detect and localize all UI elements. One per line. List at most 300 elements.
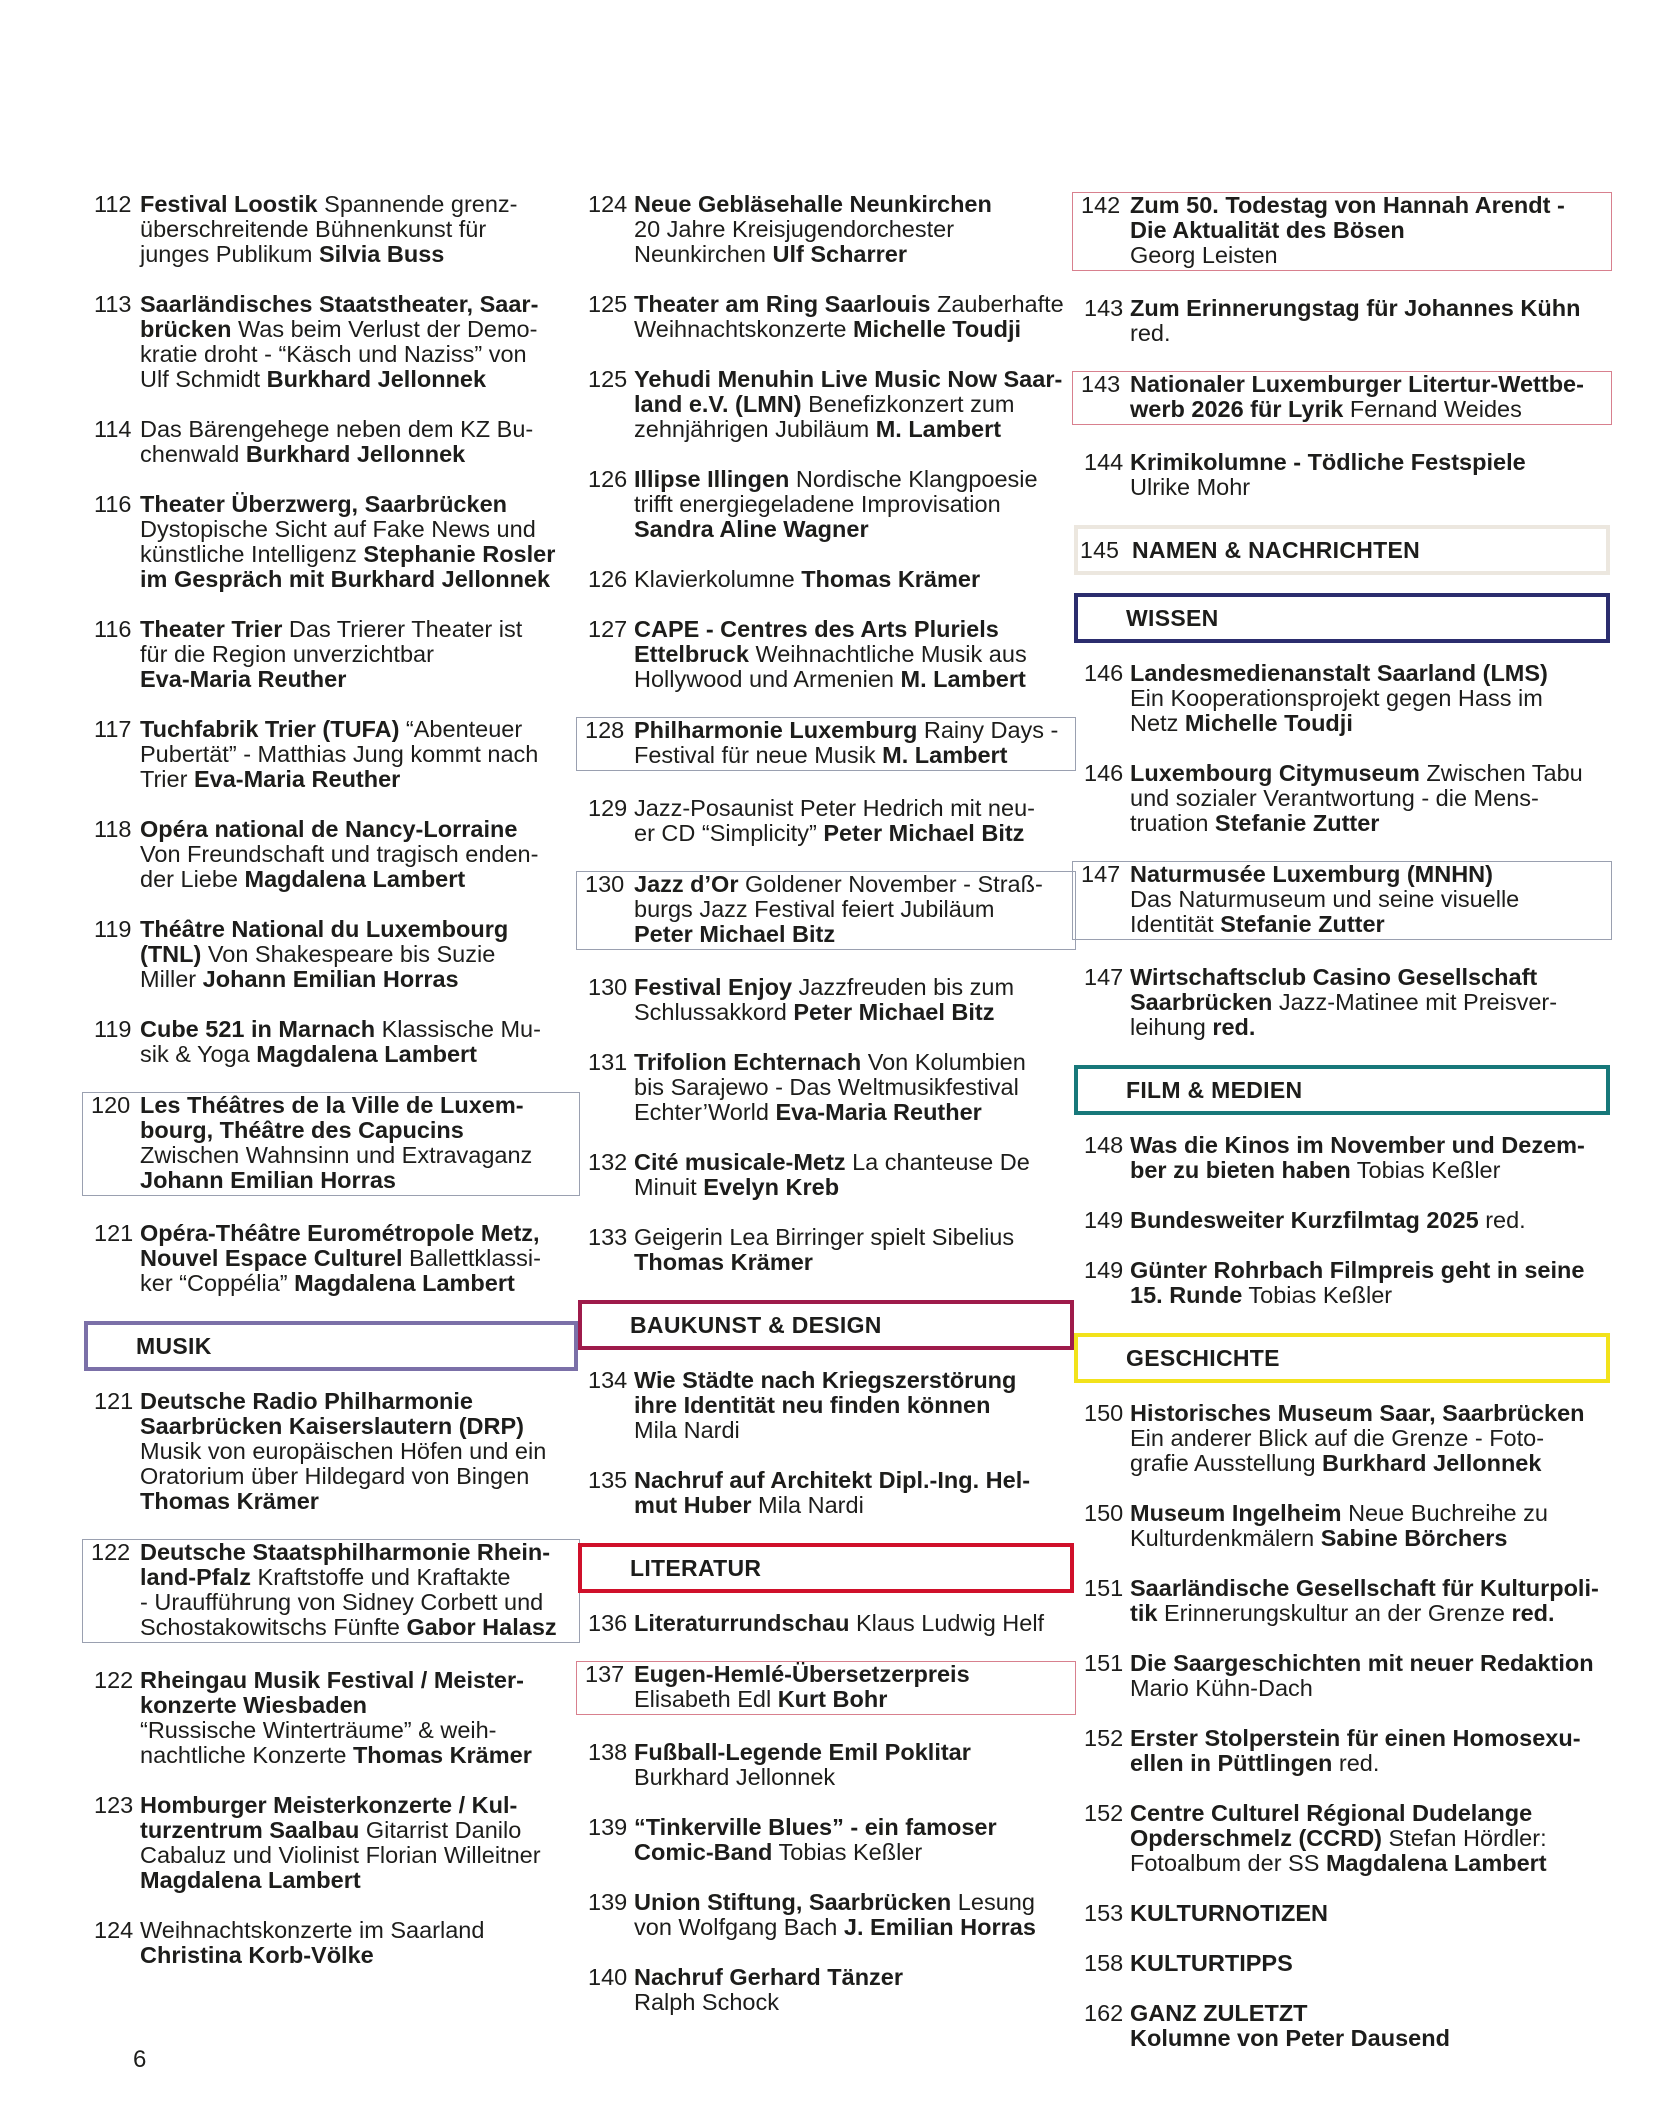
toc-page-number: 137 — [585, 1661, 625, 1687]
toc-entry — [580, 1225, 1070, 1275]
toc-entry-detail: Jazz-Posaunist Peter Hedrich mit neu- — [634, 795, 1035, 821]
toc-entry-detail: für die Region unverzichtbar — [140, 641, 434, 667]
toc-entry-detail: von Wolfgang Bach — [634, 1914, 844, 1940]
toc-entry — [580, 367, 1070, 442]
toc-page-number: 131 — [588, 1049, 628, 1075]
toc-entry-title: ber zu bieten haben — [1130, 1157, 1351, 1183]
toc-entry — [580, 467, 1070, 542]
toc-entry-title: “Tinkerville Blues” - ein famoser — [634, 1814, 997, 1840]
toc-entry-title: Eugen-Hemlé-Übersetzerpreis — [634, 1661, 970, 1687]
toc-page-number: 124 — [588, 191, 628, 217]
toc-entry — [86, 417, 574, 467]
toc-entry — [580, 1368, 1070, 1443]
toc-page-number: 130 — [588, 974, 628, 1000]
toc-entry-detail: Klavierkolumne — [634, 566, 802, 592]
toc-column-3 — [1076, 192, 1606, 2076]
toc-entry-detail: Das Naturmuseum und seine visuelle — [1130, 886, 1520, 912]
toc-entry — [86, 1389, 574, 1514]
toc-entry — [1076, 1208, 1606, 1233]
toc-entry — [1072, 371, 1612, 425]
toc-entry-detail: Trier — [140, 766, 194, 792]
toc-entry-title: M. Lambert — [900, 666, 1026, 692]
toc-entry-detail: Dystopische Sicht auf Fake News und — [140, 516, 536, 542]
toc-page-number: 158 — [1084, 1950, 1124, 1976]
toc-entry-text — [634, 192, 1070, 267]
toc-entry-detail: red. — [1332, 1750, 1380, 1776]
toc-entry — [1076, 1801, 1606, 1876]
toc-entry-text — [1130, 1208, 1606, 1233]
toc-entry-text — [140, 717, 574, 792]
toc-page-number: 139 — [588, 1889, 628, 1915]
toc-entry-text — [1130, 1726, 1606, 1776]
toc-entry — [86, 192, 574, 267]
toc-entry-detail: burgs Jazz Festival feiert Jubiläum — [634, 896, 995, 922]
toc-page-number: 132 — [588, 1149, 628, 1175]
toc-page-number: 146 — [1084, 760, 1124, 786]
toc-entry-detail: Oratorium über Hildegard von Bingen — [140, 1463, 530, 1489]
toc-entry-title: Sabine Börchers — [1320, 1525, 1508, 1551]
toc-entry-detail: Fernand Weides — [1343, 396, 1522, 422]
toc-entry-detail: Elisabeth Edl — [634, 1686, 778, 1712]
toc-entry — [86, 1221, 574, 1296]
toc-entry-title: Ettelbruck — [634, 641, 749, 667]
toc-entry — [1076, 1576, 1606, 1626]
toc-entry-title: Opéra national de Nancy-Lorraine — [140, 816, 518, 842]
toc-page-number: 162 — [1084, 2000, 1124, 2026]
toc-page-number: 147 — [1084, 964, 1124, 990]
toc-entry-title: Krimikolumne - Tödliche Festspiele — [1130, 449, 1526, 475]
toc-entry — [86, 617, 574, 692]
toc-entry-text — [634, 1150, 1070, 1200]
toc-entry-text — [140, 1540, 575, 1640]
toc-entry-title: Theater Trier — [140, 616, 283, 642]
toc-entry-text — [634, 367, 1070, 442]
toc-entry-detail: Miller — [140, 966, 203, 992]
toc-entry-title: Deutsche Radio Philharmonie — [140, 1388, 473, 1414]
toc-entry-title: Michelle Toudji — [1184, 710, 1353, 736]
toc-entry — [580, 796, 1070, 846]
toc-entry-detail: grafie Ausstellung — [1130, 1450, 1323, 1476]
toc-entry-detail: Mario Kühn-Dach — [1130, 1675, 1313, 1701]
toc-entry-title: Saarbrücken Kaiserslautern (DRP) — [140, 1413, 524, 1439]
toc-entry-title: Festival Loostik — [140, 191, 318, 217]
toc-entry-detail: er CD “Simplicity” — [634, 820, 824, 846]
toc-entry-title: Cube 521 in Marnach — [140, 1016, 376, 1042]
toc-entry-text — [1130, 862, 1607, 937]
toc-entry-detail: Tobias Keßler — [1350, 1157, 1501, 1183]
toc-entry — [86, 717, 574, 792]
toc-entry-title: Deutsche Staatsphilharmonie Rhein- — [140, 1539, 551, 1565]
toc-page-number: 117 — [94, 716, 132, 742]
toc-entry-detail: Cabaluz und Violinist Florian Willeitner — [140, 1842, 541, 1868]
section-header-literatur — [578, 1543, 1074, 1593]
toc-entry-text — [1130, 1258, 1606, 1308]
toc-page-number: 147 — [1081, 861, 1121, 887]
toc-page-number: 124 — [94, 1917, 134, 1943]
toc-entry-title: Saarländisches Staatstheater, Saar- — [140, 291, 539, 317]
toc-entry — [86, 1918, 574, 1968]
toc-entry-title: Eva-Maria Reuther — [775, 1099, 982, 1125]
toc-entry-title: CAPE - Centres des Arts Pluriels — [634, 616, 999, 642]
toc-page-number: 150 — [1084, 1500, 1124, 1526]
toc-entry-text — [634, 567, 1070, 592]
toc-page-number: 143 — [1081, 371, 1121, 397]
toc-entry-text — [140, 1017, 574, 1067]
toc-page-number: 116 — [94, 491, 132, 517]
toc-entry-title: Johann Emilian Horras — [202, 966, 459, 992]
toc-page-number: 119 — [94, 1016, 132, 1042]
toc-entry-title: Rheingau Musik Festival / Meister- — [140, 1667, 524, 1693]
toc-page-number: 149 — [1084, 1257, 1124, 1283]
toc-page-number: 119 — [94, 916, 132, 942]
toc-entry-title: konzerte Wiesbaden — [140, 1692, 368, 1718]
toc-entry-detail: Geigerin Lea Birringer spielt Sibelius — [634, 1224, 1015, 1250]
toc-entry-detail: Jazz-Matinee mit Preisver- — [1272, 989, 1558, 1015]
toc-entry — [1076, 1133, 1606, 1183]
toc-entry-text — [1130, 1651, 1606, 1701]
toc-entry-detail: Kulturdenkmälern — [1130, 1525, 1321, 1551]
toc-entry-title: Die Saargeschichten mit neuer Redaktion — [1130, 1650, 1594, 1676]
toc-entry-text — [634, 617, 1070, 692]
section-header-geschichte — [1074, 1333, 1610, 1383]
toc-entry-detail: Tobias Keßler — [1242, 1282, 1393, 1308]
toc-entry-detail: Fotoalbum der SS — [1130, 1850, 1326, 1876]
section-page-number: 145 — [1080, 536, 1120, 563]
toc-entry-title: Peter Michael Bitz — [823, 820, 1025, 846]
toc-page-number: 125 — [588, 291, 628, 317]
section-label: MUSIK — [136, 1332, 212, 1359]
toc-entry-title: Historisches Museum Saar, Saarbrücken — [1130, 1400, 1585, 1426]
toc-entry-detail: Erinnerungskultur an der Grenze — [1157, 1600, 1512, 1626]
toc-entry-text — [634, 1050, 1070, 1125]
toc-entry-title: Zum 50. Todestag von Hannah Arendt - — [1130, 192, 1565, 218]
toc-entry-detail: Georg Leisten — [1130, 242, 1278, 268]
toc-page-number: 118 — [94, 816, 132, 842]
toc-entry-title: M. Lambert — [882, 742, 1008, 768]
toc-page-number: 138 — [588, 1739, 628, 1765]
toc-entry-title: Bundesweiter Kurzfilmtag 2025 — [1130, 1207, 1479, 1233]
toc-entry-title: Ulf Scharrer — [772, 241, 907, 267]
toc-entry-detail: Minuit — [634, 1174, 704, 1200]
toc-entry-text — [634, 1890, 1070, 1940]
toc-entry — [580, 1468, 1070, 1518]
toc-entry-detail: Das Bärengehege neben dem KZ Bu- — [140, 416, 534, 442]
toc-page-number: 125 — [588, 366, 628, 392]
toc-entry-title: Landesmedienanstalt Saarland (LMS) — [1130, 660, 1548, 686]
toc-entry-title: brücken — [140, 316, 232, 342]
toc-entry-detail: junges Publikum — [140, 241, 319, 267]
section-label: FILM & MEDIEN — [1126, 1076, 1303, 1103]
toc-entry-detail: - Uraufführung von Sidney Corbett und — [140, 1589, 544, 1615]
toc-page-number: 153 — [1084, 1900, 1124, 1926]
toc-entry-title: J. Emilian Horras — [843, 1914, 1036, 1940]
toc-entry-detail: Rainy Days - — [917, 717, 1059, 743]
toc-entry — [580, 192, 1070, 267]
toc-entry — [86, 1017, 574, 1067]
toc-entry — [576, 717, 1076, 771]
toc-page-number: 114 — [94, 416, 132, 442]
toc-entry — [580, 1965, 1070, 2015]
toc-entry-detail: Lesung — [951, 1889, 1035, 1915]
toc-entry-title: Michelle Toudji — [853, 316, 1022, 342]
toc-entry-text — [140, 492, 574, 592]
toc-entry-text — [634, 467, 1070, 542]
toc-entry-title: Illipse Illingen — [634, 466, 790, 492]
toc-page-number: 151 — [1084, 1575, 1124, 1601]
toc-entry-title: Magdalena Lambert — [294, 1270, 515, 1296]
toc-page-number: 123 — [94, 1792, 134, 1818]
section-label: LITERATUR — [630, 1554, 762, 1581]
toc-entry-title: Christina Korb-Völke — [140, 1942, 374, 1968]
toc-entry-title: Les Théâtres de la Ville de Luxem- — [140, 1092, 524, 1118]
toc-entry-title: Jazz d’Or — [634, 871, 739, 897]
toc-page-number: 130 — [585, 871, 625, 897]
section-header-film-medien — [1074, 1065, 1610, 1115]
toc-entry-title: Tuchfabrik Trier (TUFA) — [140, 716, 400, 742]
toc-entry-title: Nouvel Espace Culturel — [140, 1245, 403, 1271]
toc-entry — [82, 1539, 580, 1643]
toc-entry-text — [140, 292, 574, 392]
toc-entry-title: Erster Stolperstein für einen Homosexu- — [1130, 1725, 1581, 1751]
toc-entry-detail: Was beim Verlust der Demo- — [231, 316, 538, 342]
toc-entry-detail: Klassische Mu- — [375, 1016, 541, 1042]
toc-entry-title: Thomas Krämer — [352, 1742, 532, 1768]
toc-entry-title: red. — [1212, 1014, 1256, 1040]
toc-entry-text — [140, 1221, 574, 1296]
toc-entry-title: Magdalena Lambert — [244, 866, 466, 892]
toc-entry-detail: Identität — [1130, 911, 1221, 937]
toc-entry-detail: chenwald — [140, 441, 246, 467]
toc-page-number: 128 — [585, 717, 625, 743]
toc-entry-text — [140, 1793, 574, 1893]
toc-entry-detail: Weihnachtskonzerte — [634, 316, 854, 342]
toc-entry-detail: Ballettklassi- — [402, 1245, 541, 1271]
toc-entry-text — [634, 292, 1070, 342]
toc-entry-title: (TNL) — [140, 941, 202, 967]
toc-page-number: 148 — [1084, 1132, 1124, 1158]
toc-page-number: 149 — [1084, 1207, 1124, 1233]
section-header-wissen — [1074, 593, 1610, 643]
toc-page-number: 146 — [1084, 660, 1124, 686]
toc-entry-text — [140, 1668, 574, 1768]
page-number: 6 — [133, 2046, 147, 2073]
toc-entry-title: Neue Gebläsehalle Neunkirchen — [634, 191, 992, 217]
toc-entry-detail: “Abenteuer — [399, 716, 523, 742]
toc-entry-detail: Zauberhafte — [930, 291, 1064, 317]
toc-column-2 — [580, 192, 1070, 2040]
toc-entry-detail: Stefan Hördler: — [1382, 1825, 1547, 1851]
toc-entry-text — [140, 192, 574, 267]
toc-entry-text — [1130, 1401, 1606, 1476]
toc-entry — [1076, 761, 1606, 836]
toc-entry-detail: Ralph Schock — [634, 1989, 779, 2015]
toc-entry — [86, 917, 574, 992]
toc-entry-detail: Mila Nardi — [634, 1417, 740, 1443]
toc-entry-title: KULTURNOTIZEN — [1130, 1900, 1328, 1926]
toc-entry-detail: Von Shakespeare bis Suzie — [201, 941, 496, 967]
toc-entry-title: turzentrum Saalbau — [140, 1817, 360, 1843]
toc-entry-detail: Pubertät” - Matthias Jung kommt nach — [140, 741, 539, 767]
toc-page-number: 129 — [588, 795, 628, 821]
toc-entry-text — [634, 1740, 1070, 1790]
toc-entry-title: Yehudi Menuhin Live Music Now Saar- — [634, 366, 1063, 392]
toc-entry-text — [1130, 965, 1606, 1040]
toc-entry-text — [1130, 761, 1606, 836]
toc-entry — [580, 567, 1070, 592]
toc-entry-text — [1130, 1901, 1606, 1926]
toc-entry-title: Philharmonie Luxemburg — [634, 717, 918, 743]
toc-entry-text — [634, 1965, 1070, 2015]
toc-entry — [1076, 1401, 1606, 1476]
toc-entry-title: Naturmusée Luxemburg (MNHN) — [1130, 861, 1493, 887]
toc-page-number: 134 — [588, 1367, 628, 1393]
toc-page-number: 152 — [1084, 1725, 1124, 1751]
toc-entry-detail: bis Sarajewo - Das Weltmusikfestival — [634, 1074, 1019, 1100]
toc-entry-text — [1130, 1501, 1606, 1551]
toc-entry-text — [634, 1225, 1070, 1275]
section-header-baukunst-design — [578, 1300, 1074, 1350]
toc-entry-title: GANZ ZULETZT — [1130, 2000, 1308, 2026]
toc-entry-text — [634, 975, 1070, 1025]
toc-entry-detail: “Russische Winterträume” & weih- — [140, 1717, 497, 1743]
toc-column-1 — [86, 192, 574, 1993]
toc-entry-text — [1130, 296, 1606, 346]
section-label: GESCHICHTE — [1126, 1344, 1280, 1371]
toc-entry — [1076, 1651, 1606, 1701]
toc-entry — [86, 492, 574, 592]
toc-entry — [580, 1740, 1070, 1790]
toc-entry-text — [634, 872, 1071, 947]
toc-entry-text — [1130, 2001, 1606, 2051]
toc-entry — [580, 292, 1070, 342]
toc-entry-detail: kratie droht - “Käsch und Naziss” von — [140, 341, 527, 367]
toc-entry-detail: Festival für neue Musik — [634, 742, 883, 768]
toc-page-number: 121 — [94, 1220, 134, 1246]
toc-entry-title: Nachruf auf Architekt Dipl.-Ing. Hel- — [634, 1467, 1031, 1493]
toc-entry-title: red. — [1511, 1600, 1555, 1626]
toc-entry-title: Evelyn Kreb — [703, 1174, 840, 1200]
toc-entry-detail: Zwischen Tabu — [1419, 760, 1583, 786]
toc-entry — [580, 1815, 1070, 1865]
toc-entry-title: Theater am Ring Saarlouis — [634, 291, 931, 317]
toc-entry-title: Günter Rohrbach Filmpreis geht in seine — [1130, 1257, 1585, 1283]
section-label: NAMEN & NACHRICHTEN — [1132, 536, 1421, 563]
toc-entry-title: Peter Michael Bitz — [793, 999, 995, 1025]
toc-entry-detail: Das Trierer Theater ist — [282, 616, 523, 642]
toc-page-number: 151 — [1084, 1650, 1124, 1676]
toc-entry-title: Stefanie Zutter — [1214, 810, 1380, 836]
toc-page-number: 142 — [1081, 192, 1121, 218]
toc-entry-detail: Benefizkonzert zum — [801, 391, 1015, 417]
toc-page-number: 136 — [588, 1610, 628, 1636]
toc-entry-detail: nachtliche Konzerte — [140, 1742, 353, 1768]
toc-entry-detail: ker “Coppélia” — [140, 1270, 295, 1296]
toc-entry-detail: Von Kolumbien — [861, 1049, 1026, 1075]
toc-entry-detail: Jazzfreuden bis zum — [792, 974, 1015, 1000]
toc-entry-title: Festival Enjoy — [634, 974, 793, 1000]
toc-entry-title: Thomas Krämer — [634, 1249, 813, 1275]
section-label: WISSEN — [1126, 604, 1219, 631]
toc-entry-title: Silvia Buss — [318, 241, 445, 267]
toc-entry — [1076, 2001, 1606, 2051]
toc-entry-text — [140, 1093, 575, 1193]
toc-entry-detail: Mila Nardi — [751, 1492, 864, 1518]
toc-entry-text — [1130, 1801, 1606, 1876]
toc-entry-text — [140, 1389, 574, 1514]
toc-entry-detail: zehnjährigen Jubiläum — [634, 416, 876, 442]
toc-entry-detail: Spannende grenz- — [317, 191, 518, 217]
toc-entry-title: Magdalena Lambert — [140, 1867, 361, 1893]
toc-entry-title: tik — [1130, 1600, 1158, 1626]
toc-entry-text — [140, 417, 574, 467]
toc-entry — [86, 1668, 574, 1768]
toc-entry-title: Opéra-Théâtre Eurométropole Metz, — [140, 1220, 540, 1246]
toc-entry-text — [634, 1815, 1070, 1865]
toc-entry-detail: Hollywood und Armenien — [634, 666, 901, 692]
toc-entry-text — [1130, 1576, 1606, 1626]
toc-entry-text — [1130, 450, 1606, 500]
toc-entry-detail: Ein Kooperationsprojekt gegen Hass im — [1130, 685, 1543, 711]
toc-entry-title: Stephanie Rosler — [363, 541, 556, 567]
toc-entry-title: Sandra Aline Wagner — [634, 516, 869, 542]
toc-entry-detail: Zwischen Wahnsinn und Extravaganz — [140, 1142, 533, 1168]
toc-page-number: 140 — [588, 1964, 628, 1990]
toc-page-number: 122 — [91, 1539, 131, 1565]
toc-entry — [1072, 192, 1612, 271]
toc-entry-title: M. Lambert — [875, 416, 1002, 442]
toc-entry-text — [634, 796, 1070, 846]
toc-entry-title: Die Aktualität des Bösen — [1130, 217, 1405, 243]
toc-page-number: 143 — [1084, 295, 1124, 321]
toc-entry-title: Fußball-Legende Emil Poklitar — [634, 1739, 971, 1765]
toc-entry — [576, 1661, 1076, 1715]
toc-entry — [1076, 1951, 1606, 1976]
toc-entry-title: Museum Ingelheim — [1130, 1500, 1342, 1526]
toc-entry-title: Wie Städte nach Kriegszerstörung — [634, 1367, 1017, 1393]
toc-entry-title: im Gespräch mit Burkhard Jellonnek — [140, 566, 551, 592]
toc-entry-title: Peter Michael Bitz — [634, 921, 836, 947]
toc-entry — [1076, 450, 1606, 500]
toc-entry-title: Saarbrücken — [1130, 989, 1273, 1015]
toc-entry-text — [634, 1611, 1070, 1636]
toc-entry-title: Burkhard Jellonnek — [266, 366, 487, 392]
toc-entry-title: Magdalena Lambert — [1325, 1850, 1547, 1876]
toc-entry-detail: Gitarrist Danilo — [359, 1817, 522, 1843]
toc-entry-text — [1130, 1133, 1606, 1183]
toc-entry — [1076, 1726, 1606, 1776]
toc-entry — [1076, 1501, 1606, 1551]
toc-page-number: 122 — [94, 1667, 134, 1693]
toc-entry-title: land e.V. (LMN) — [634, 391, 802, 417]
toc-entry-title: Homburger Meisterkonzerte / Kul- — [140, 1792, 518, 1818]
toc-entry — [86, 817, 574, 892]
toc-entry-detail: red. — [1478, 1207, 1526, 1233]
toc-entry-title: mut Huber — [634, 1492, 752, 1518]
toc-entry-text — [1130, 372, 1607, 422]
toc-entry-detail: red. — [1130, 320, 1171, 346]
toc-entry-title: Gabor Halasz — [406, 1614, 557, 1640]
toc-entry — [1076, 661, 1606, 736]
toc-entry — [86, 1793, 574, 1893]
toc-entry-title: Saarländische Gesellschaft für Kulturpoli- — [1130, 1575, 1599, 1601]
toc-page-number: 133 — [588, 1224, 628, 1250]
toc-entry — [86, 292, 574, 392]
toc-entry-title: Zum Erinnerungstag für Johannes Kühn — [1130, 295, 1581, 321]
toc-entry-title: werb 2026 für Lyrik — [1130, 396, 1344, 422]
toc-entry — [580, 1611, 1070, 1636]
toc-entry — [580, 1890, 1070, 1940]
toc-entry-title: Magdalena Lambert — [256, 1041, 477, 1067]
